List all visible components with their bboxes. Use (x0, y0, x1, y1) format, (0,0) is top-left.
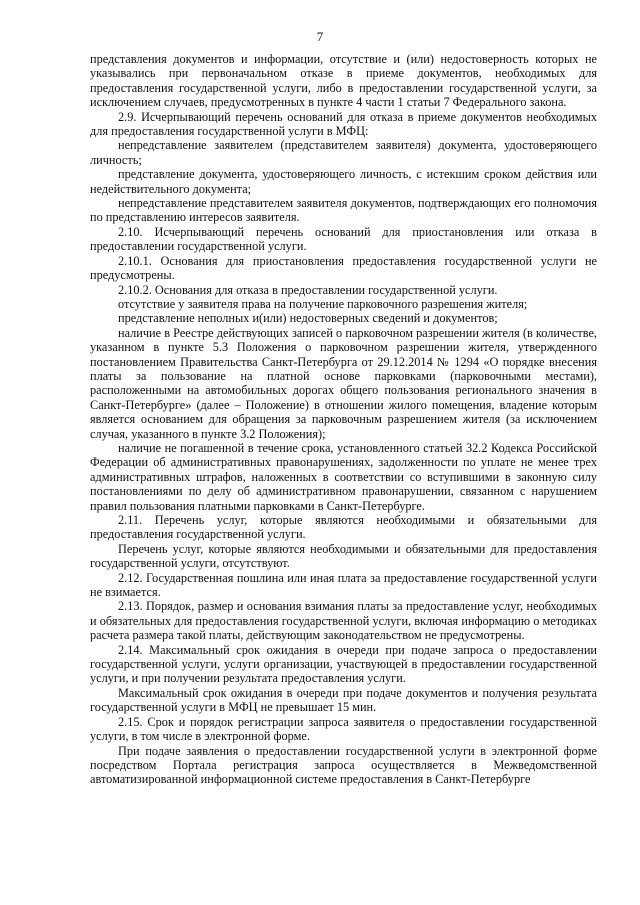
paragraph: 2.10. Исчерпывающий перечень оснований для приостановления или отказа в предоставлении государственной услуги. (90, 224, 597, 254)
paragraph: отсутствие у заявителя права на получение парковочного разрешения жителя; (118, 296, 528, 311)
paragraph: представление документа, удостоверяющего личность, с истекшим сроком действия или недействительного документа; (90, 167, 597, 196)
paragraph: 2.10.1. Основания для приостановления предоставления государственной услуги не предусмотрены. (90, 253, 597, 283)
paragraph: непредставление заявителем (представителем заявителя) документа, удостоверяющего личность; (90, 138, 597, 167)
paragraph: 2.12. Государственная пошлина или иная плата за предоставление государственной услуги не взимается. (90, 570, 597, 600)
paragraph: Перечень услуг, которые являются необходимыми и обязательными для предоставления государственной услуги, отсутствуют. (90, 541, 597, 571)
paragraph: представления документов и информации, отсутствие и (или) недостоверность которых не указывались при первоначальном отказе в приеме документов, необходимых для предоставления государственной услуги, либо в предоставлении государственной услуги, за исключением случаев, предусмотренных в пункте 4 части 1 статьи 7 Федерального закона. (90, 52, 597, 110)
paragraph: 2.9. Исчерпывающий перечень оснований для отказа в приеме документов необходимых для предоставления государственной услуги в МФЦ: (90, 109, 597, 139)
paragraph: представление неполных и(или) недостоверных сведений и документов; (118, 311, 498, 326)
paragraph: наличие в Реестре действующих записей о парковочном разрешении жителя (в количестве, указанном в пункте 5.3 Положения о парковочном разрешении жителя, утвержденного постановлением Правительства Санкт-Петербурга от 29.12.2014 № 1294 «О порядке внесения платы за пользование на платной основе парковками (парковочными местами), расположенными на автомобильных дорогах общего пользования регионального значения в Санкт-Петербурге» (далее – Положение) в отношении жилого помещения, владение которым является основанием для обращения за парковочным разрешением жителя (за исключением случая, указанного в пункте 3.2 Положения); (90, 325, 597, 441)
paragraph: При подаче заявления о предоставлении государственной услуги в электронной форме посредством Портала регистрация запроса осуществляется в Межведомственной автоматизированной информационной системе предоставления в Санкт-Петербурге (90, 743, 597, 787)
paragraph: 2.11. Перечень услуг, которые являются необходимыми и обязательными для предоставления государственной услуги. (90, 513, 597, 542)
paragraph: непредставление представителем заявителя документов, подтверждающих его полномочия по представлению интересов заявителя. (90, 196, 597, 225)
paragraph: 2.13. Порядок, размер и основания взимания платы за предоставление услуг, необходимых и обязательных для предоставления государственной услуги, включая информацию о методиках расчета размера такой платы, действующим законодательством не предусмотрены. (90, 599, 597, 643)
paragraph: 2.14. Максимальный срок ожидания в очереди при подаче запроса о предоставлении государственной услуги, услуги организации, участвующей в предоставлении государственной услуги, и при получении результата предоставления услуги. (90, 642, 597, 686)
paragraph: Максимальный срок ожидания в очереди при подаче документов и получения результата государственной услуги в МФЦ не превышает 15 мин. (90, 685, 597, 715)
paragraph: наличие не погашенной в течение срока, установленного статьей 32.2 Кодекса Российской Федерации об административных правонарушениях, задолженности по уплате не менее трех административных штрафов, наложенных в соответствии со вступившими в законную силу постановлениями по делу об административном правонарушении, связанном с нарушением правил пользования платными парковками в Санкт-Петербурге. (90, 440, 597, 513)
document-body (90, 52, 597, 787)
page-number: 7 (316, 29, 324, 44)
paragraph: 2.10.2. Основания для отказа в предоставлении государственной услуги. (118, 282, 498, 297)
paragraph: 2.15. Срок и порядок регистрации запроса заявителя о предоставлении государственной услуги, в том числе в электронной форме. (90, 714, 597, 744)
